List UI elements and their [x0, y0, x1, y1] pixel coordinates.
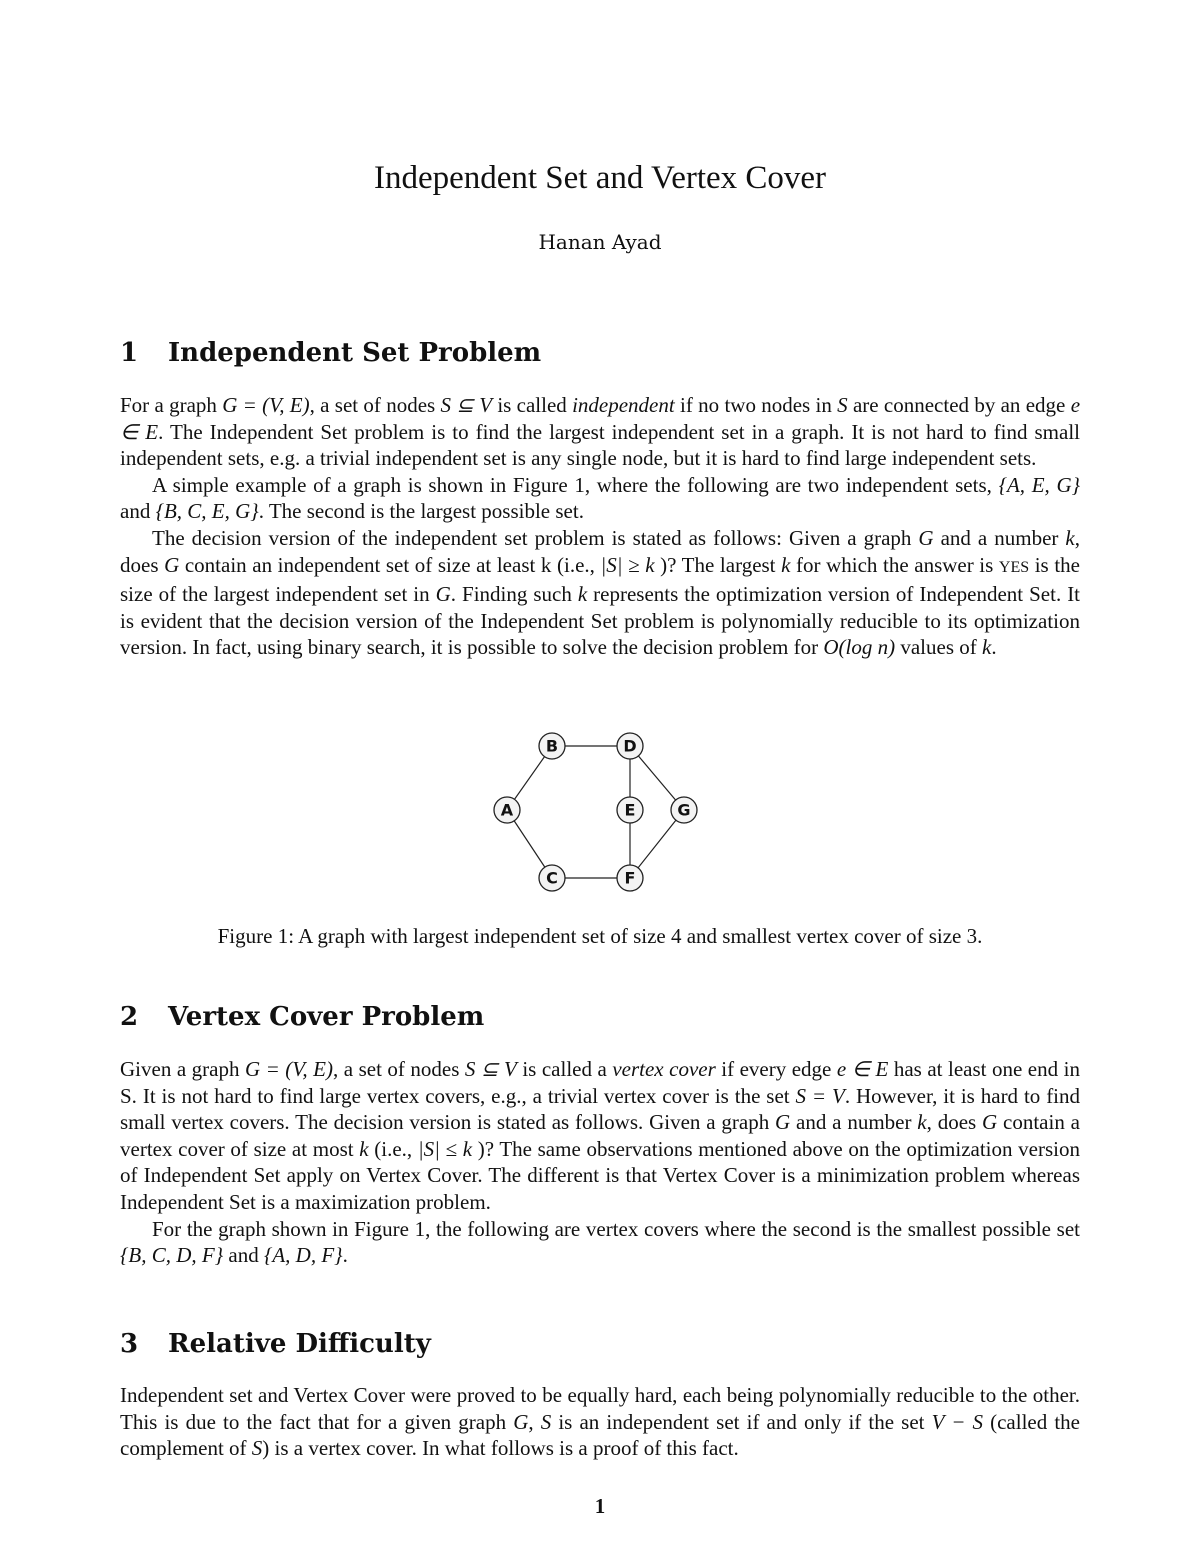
graph-node-D	[617, 733, 643, 759]
paragraph: The decision version of the independent set problem is stated as follows: Given a graph G and a number k, does G contain an independent set of size at least k (i.e., |S| ≥ k )? The largest k for which the answer is YES is the size of the largest independent set in G. Finding such k represents the optimization version of Independent Set. It is evident that the decision version of the Independent Set problem is polynomially reducible to its optimization version. In fact, using binary search, it is possible to solve the decision problem for O(log n) values of k.	[120, 525, 1081, 660]
graph-figure	[490, 726, 710, 896]
page-number: 1	[594, 1494, 606, 1518]
svg-text:A: A	[500, 800, 514, 820]
graph-node-G	[671, 797, 697, 823]
graph-node-B	[539, 733, 565, 759]
paragraph: A simple example of a graph is shown in Figure 1, where the following are two independent sets, {A, E, G} and {B, C, E, G}. The second is the largest possible set.	[120, 472, 1081, 524]
svg-text:G: G	[677, 800, 691, 820]
graph-node-F	[617, 865, 643, 891]
svg-text:F: F	[624, 868, 636, 888]
section-number: 2	[120, 1002, 139, 1032]
paper-page	[120, 0, 1080, 1553]
figure-caption: Figure 1: A graph with largest independent set of size 4 and smallest vertex cover of size 3.	[217, 924, 983, 948]
svg-text:E: E	[624, 800, 636, 820]
paragraph: For a graph G = (V, E), a set of nodes S ⊆ V is called independent if no two nodes in S are connected by an edge e ∈ E. The Independent Set problem is to find the largest independent set in a graph. It is not hard to find small independent sets, e.g. a trivial independent set is any single node, but it is hard to find large independent sets.	[120, 393, 1081, 471]
graph-nodes	[494, 733, 697, 891]
section-number: 3	[120, 1329, 139, 1359]
section-title: Relative Difficulty	[168, 1329, 431, 1359]
section-3-heading	[120, 1329, 431, 1359]
section-title: Vertex Cover Problem	[168, 1002, 485, 1032]
svg-text:C: C	[546, 868, 558, 888]
section-title: Independent Set Problem	[168, 338, 542, 368]
graph-edges	[507, 746, 684, 878]
graph-node-A	[494, 797, 520, 823]
section-2-body	[120, 1056, 1080, 1269]
graph-node-E	[617, 797, 643, 823]
section-1-body	[120, 392, 1080, 661]
svg-text:D: D	[623, 736, 637, 756]
paper-author: Hanan Ayad	[538, 230, 662, 254]
paper-title: Independent Set and Vertex Cover	[373, 160, 827, 196]
svg-text:B: B	[545, 736, 559, 756]
section-1-heading	[120, 338, 541, 368]
paragraph: For the graph shown in Figure 1, the following are vertex covers where the second is the smallest possible set {B, C, D, F} and {A, D, F}.	[120, 1216, 1080, 1268]
paragraph: Given a graph G = (V, E), a set of nodes S ⊆ V is called a vertex cover if every edge e ∈ E has at least one end in S. It is not hard to find large vertex covers, e.g., a trivial vertex cover is the set S = V. However, it is hard to find small vertex covers. The decision version is stated as follows. Given a graph G and a number k, does G contain a vertex cover of size at most k (i.e., |S| ≤ k )? The same observations mentioned above on the optimization version of Independent Set apply on Vertex Cover. The different is that Vertex Cover is a minimization problem whereas Independent Set is a maximization problem.	[120, 1057, 1081, 1214]
paragraph: Independent set and Vertex Cover were proved to be equally hard, each being polynomially reducible to the other. This is due to the fact that for a given graph G, S is an independent set if and only if the set V − S (called the complement of S) is a vertex cover. In what follows is a proof of this fact.	[120, 1383, 1081, 1461]
section-3-body	[120, 1382, 1080, 1462]
graph-node-C	[539, 865, 565, 891]
section-number: 1	[120, 338, 139, 368]
section-2-heading	[120, 1002, 484, 1032]
